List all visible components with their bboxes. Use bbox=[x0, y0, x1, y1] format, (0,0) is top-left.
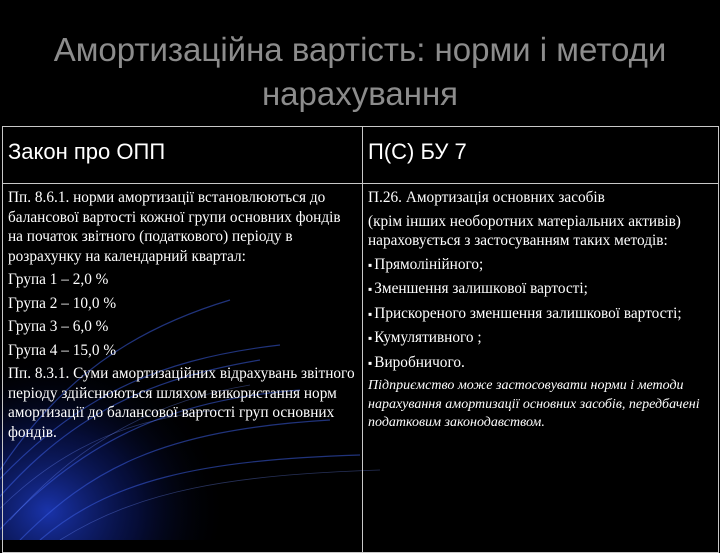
method-production: ▪ Виробничого. bbox=[368, 353, 712, 374]
method-cumulative: ▪ Кумулятивного ; bbox=[368, 328, 712, 349]
table-row bbox=[3, 184, 719, 553]
header-standard: П(С) БУ 7 bbox=[363, 127, 719, 184]
method-straight-line: ▪ Прямолінійного; bbox=[368, 255, 712, 276]
standard-cell bbox=[363, 184, 719, 553]
method-reducing-balance: ▪ Зменшення залишкової вартості; bbox=[368, 279, 712, 300]
standard-note: Підприємство може застосовувати норми і методи нарахування амортизації основних засобів, передбачені податковим законодавством. bbox=[368, 378, 700, 430]
law-group-2: Група 2 – 10,0 % bbox=[8, 294, 117, 312]
slide-title-line-1: Амортизаційна вартість: норми і методи bbox=[53, 31, 667, 68]
method-accelerated: ▪ Прискореного зменшення залишкової вартості; bbox=[368, 304, 712, 325]
law-group-3: Група 3 – 6,0 % bbox=[8, 318, 109, 335]
law-paragraph-amounts: Пп. 8.3.1. Суми амортизаційних відрахувань звітного періоду здійснюються шляхом використання норм амортизації до балансової вартості груп основних фондів. bbox=[8, 365, 355, 441]
law-paragraph-norms: Пп. 8.6.1. норми амортизації встановлюються до балансової вартості кожної групи основних фондів на початок звітного (податкового) періоду в розрахунку на календарний квартал: bbox=[8, 189, 341, 265]
standard-intro-1: П.26. Амортизація основних засобів bbox=[368, 189, 605, 206]
header-law: Закон про ОПП bbox=[3, 127, 363, 184]
slide-title-line-2: нарахування bbox=[261, 75, 459, 112]
slide-title bbox=[0, 28, 720, 116]
table-header-row bbox=[3, 127, 719, 184]
law-group-4: Група 4 – 15,0 % bbox=[8, 341, 117, 359]
comparison-table bbox=[2, 126, 719, 553]
standard-intro-2: (крім інших необоротних матеріальних активів) нараховується з застосуванням таких методів: bbox=[368, 212, 681, 249]
law-group-1: Група 1 – 2,0 % bbox=[8, 271, 109, 288]
law-cell bbox=[3, 184, 363, 553]
